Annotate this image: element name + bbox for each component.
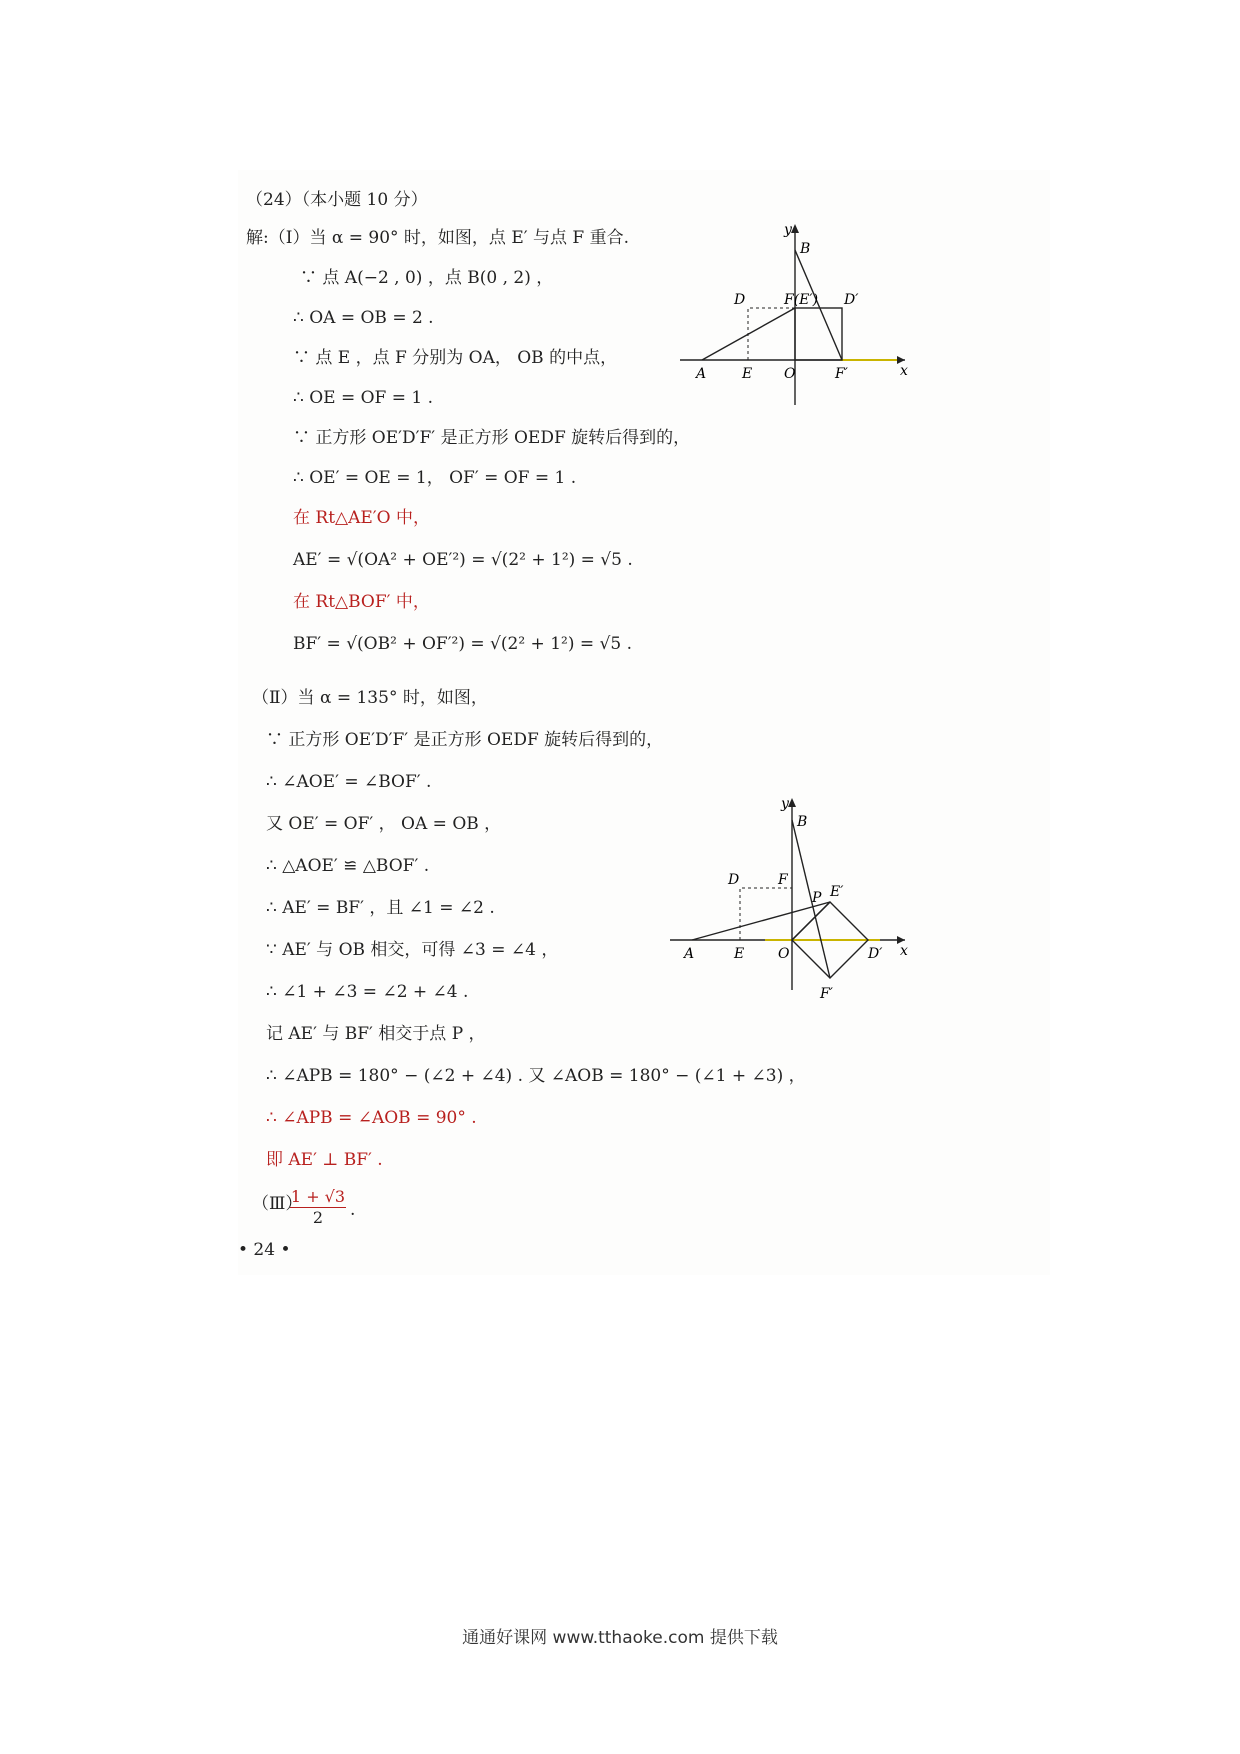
part3-label: （Ⅲ）: [252, 1194, 303, 1214]
label-f-prime: F′: [835, 366, 848, 382]
label-y: y: [784, 222, 792, 238]
label-e: E: [734, 946, 745, 962]
label-f-prime: F′: [820, 986, 833, 1002]
label-e-prime: E′: [830, 884, 844, 900]
part2-line-9: 记 AE′ 与 BF′ 相交于点 P ，: [266, 1024, 486, 1044]
part1-line-2: ∵ 点 A(−2 , 0) ，点 B(0 , 2) ，: [300, 268, 554, 288]
part2-line-4: 又 OE′ = OF′ ， OA = OB ，: [266, 814, 502, 834]
y-axis-arrow-icon: [788, 798, 796, 807]
part1-line-4: ∵ 点 E ，点 F 分别为 OA， OB 的中点，: [293, 348, 618, 368]
label-f-e: F(E′): [784, 292, 819, 308]
part2-line-5: ∴ △AOE′ ≌ △BOF′ .: [266, 856, 430, 876]
part3-denominator: 2: [312, 1208, 324, 1227]
label-a: A: [696, 366, 707, 382]
label-p: P: [812, 890, 822, 906]
label-a: A: [684, 946, 695, 962]
page-number: • 24 •: [238, 1240, 291, 1260]
label-e: E: [742, 366, 753, 382]
part1-line-7: ∴ OE′ = OE = 1， OF′ = OF = 1 .: [293, 468, 577, 488]
part2-line-2: ∵ 正方形 OE′D′F′ 是正方形 OEDF 旋转后得到的，: [266, 730, 664, 750]
footer-source: 通通好课网 www.tthaoke.com 提供下载: [462, 1628, 778, 1648]
label-b: B: [797, 814, 808, 830]
square-oedpfp: [795, 308, 842, 360]
label-b: B: [800, 241, 811, 257]
part1-equation-bf: BF′ = √(OB² + OF′²) = √(2² + 1²) = √5 .: [293, 634, 632, 654]
part2-line-1: （Ⅱ）当 α = 135° 时，如图，: [252, 688, 488, 708]
part1-line-1: 解:（Ⅰ）当 α = 90° 时，如图，点 E′ 与点 F 重合.: [246, 228, 629, 248]
part2-line-7: ∵ AE′ 与 OB 相交，可得 ∠3 = ∠4 ，: [266, 940, 559, 960]
part3-tail: .: [350, 1200, 356, 1220]
part2-line-3: ∴ ∠AOE′ = ∠BOF′ .: [266, 772, 432, 792]
segment-bf-prime: [792, 820, 830, 978]
label-f: F: [778, 872, 788, 888]
label-d: D: [728, 872, 740, 888]
part1-line-5: ∴ OE = OF = 1 .: [293, 388, 434, 408]
label-d-prime: D′: [844, 292, 859, 308]
part1-line-8: 在 Rt△AE′O 中，: [293, 508, 430, 528]
square-oedf-dashed: [748, 308, 795, 360]
segment-ae-prime: [692, 902, 830, 940]
label-d-prime: D′: [868, 946, 883, 962]
figure-1-diagram: [680, 220, 920, 410]
label-y: y: [781, 796, 789, 812]
y-axis-arrow-icon: [791, 224, 799, 233]
part2-line-12: 即 AE′ ⊥ BF′ .: [266, 1150, 383, 1170]
figure-2-diagram: [670, 790, 920, 1005]
part2-line-6: ∴ AE′ = BF′ ，且 ∠1 = ∠2 .: [266, 898, 495, 918]
label-o: O: [778, 946, 790, 962]
label-d: D: [734, 292, 746, 308]
part1-equation-ae: AE′ = √(OA² + OE′²) = √(2² + 1²) = √5 .: [293, 550, 633, 570]
part3-fraction: [290, 1187, 346, 1227]
problem-header: （24）（本小题 10 分）: [246, 190, 428, 210]
label-x: x: [900, 943, 908, 959]
part1-line-10: 在 Rt△BOF′ 中，: [293, 592, 430, 612]
part1-line-3: ∴ OA = OB = 2 .: [293, 308, 434, 328]
part2-line-8: ∴ ∠1 + ∠3 = ∠2 + ∠4 .: [266, 982, 469, 1002]
part2-line-11: ∴ ∠APB = ∠AOB = 90° .: [266, 1108, 477, 1128]
part3-numerator: 1 + √3: [290, 1187, 346, 1206]
part1-line-6: ∵ 正方形 OE′D′F′ 是正方形 OEDF 旋转后得到的，: [293, 428, 691, 448]
part2-line-10: ∴ ∠APB = 180° − (∠2 + ∠4) . 又 ∠AOB = 180° − (∠1 + ∠3) ，: [266, 1066, 806, 1086]
label-o: O: [784, 366, 796, 382]
label-x: x: [900, 363, 908, 379]
